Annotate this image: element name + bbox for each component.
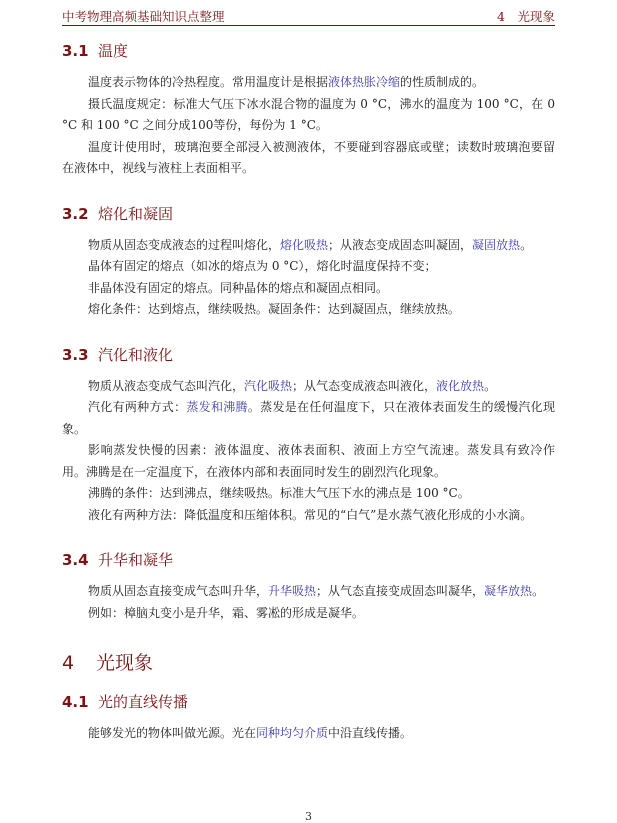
paragraph: 液化有两种方法：降低温度和压缩体积。常见的“白气”是水蒸气液化形成的小水滴。 [88, 507, 533, 522]
header-chapter: 4 光现象 [497, 9, 555, 24]
chapter-heading: 4 光现象 [62, 652, 154, 674]
highlight-term: 蒸发和沸腾 [186, 400, 248, 414]
page-header [62, 7, 555, 26]
highlight-term: 熔化吸热 [280, 237, 329, 252]
paragraph: 沸腾的条件：达到沸点，继续吸热。标准大气压下水的沸点是 100 °C。 [88, 486, 470, 500]
section-3-1 [62, 40, 555, 180]
page-number: 3 [305, 810, 312, 823]
paragraph: 摄氏温度规定：标准大气压下冰水混合物的温度为 0 °C，沸水的温度为 100 °C，在 0 °C 和 100 °C 之间分成100等份，每份为 1 °C。 [62, 96, 555, 132]
highlight-term: 液化放热 [436, 378, 485, 393]
paragraph: 物质从固态变成液态的过程叫熔化，熔化吸热；从液态变成固态叫凝固，凝固放热。 [88, 237, 533, 252]
section-heading: 3.2 熔化和凝固 [62, 204, 174, 223]
highlight-term: 液体热胀冷缩 [328, 75, 401, 89]
section-3-3 [62, 344, 555, 527]
highlight-term: 凝固放热 [472, 237, 521, 252]
paragraph: 物质从液态变成气态叫汽化，汽化吸热；从气态变成液态叫液化，液化放热。 [88, 378, 497, 393]
paragraph: 汽化有两种方式：蒸发和沸腾。蒸发是在任何温度下，只在液体表面发生的缓慢汽化现象。 [62, 400, 555, 436]
section-3-4 [62, 549, 555, 624]
paragraph: 物质从固态直接变成气态叫升华，升华吸热；从气态直接变成固态叫凝华，凝华放热。 [88, 584, 545, 598]
paragraph: 影响蒸发快慢的因素：液体温度、液体表面积、液面上方空气流速。蒸发具有致冷作用。沸腾是在一定温度下，在液体内部和表面同时发生的剧烈汽化现象。 [62, 443, 555, 479]
section-heading: 3.1 温度 [62, 42, 129, 60]
paragraph: 例如：樟脑丸变小是升华，霜、雾凇的形成是凝华。 [88, 605, 365, 620]
highlight-term: 凝华放热 [484, 584, 533, 598]
paragraph: 晶体有固定的熔点（如冰的熔点为 0 °C），熔化时温度保持不变； [88, 259, 437, 273]
chapter-4 [62, 648, 555, 675]
header-title: 中考物理高频基础知识点整理 [62, 9, 225, 24]
section-heading: 3.3 汽化和液化 [62, 345, 174, 364]
paragraph: 非晶体没有固定的熔点。同种晶体的熔点和凝固点相同。 [88, 280, 389, 295]
paragraph: 熔化条件：达到熔点，继续吸热。凝固条件：达到凝固点，继续放热。 [88, 302, 461, 316]
section-4-1 [62, 691, 555, 745]
paragraph: 温度表示物体的冷热程度。常用温度计是根据液体热胀冷缩的性质制成的。 [88, 75, 485, 89]
paragraph: 温度计使用时，玻璃泡要全部浸入被测液体，不要碰到容器底或壁；读数时玻璃泡要留在液体中，视线与液柱上表面相平。 [62, 139, 555, 175]
page-content [62, 40, 555, 745]
highlight-term: 升华吸热 [268, 584, 317, 598]
section-3-2 [62, 203, 555, 321]
section-heading: 3.4 升华和凝华 [62, 551, 174, 569]
highlight-term: 同种均匀介质 [256, 726, 329, 740]
highlight-term: 汽化吸热 [244, 378, 293, 393]
paragraph: 能够发光的物体叫做光源。光在同种均匀介质中沿直线传播。 [88, 726, 413, 740]
section-heading: 4.1 光的直线传播 [62, 693, 189, 711]
